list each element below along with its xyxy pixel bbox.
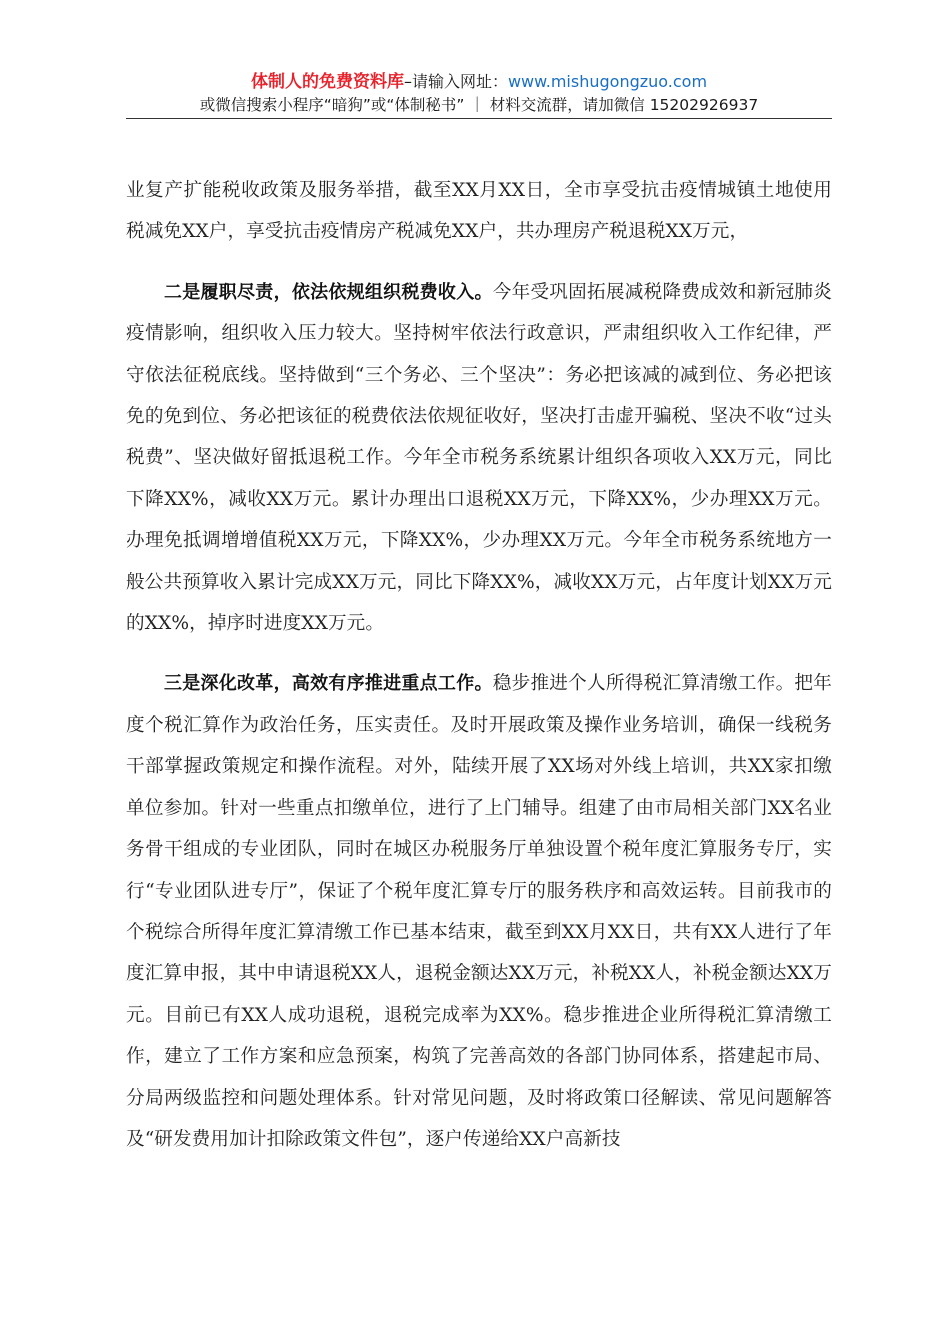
document-body bbox=[126, 170, 832, 1179]
paragraph-text: 今年受巩固拓展减税降费成效和新冠肺炎疫情影响，组织收入压力较大。坚持树牢依法行政意识，严肃组织收入工作纪律，严守依法征税底线。坚持做到“三个务必、三个坚决”：务必把该减的减到位、务必把该免的免到位、务必把该征的税费依法依规征收好，坚决打击虚开骗税、坚决不收“过头税费”、坚决做好留抵退税工作。今年全市税务系统累计组织各项收入XX万元，同比下降XX%，减收XX万元。累计办理出口退税XX万元，下降XX%，少办理XX万元。办理免抵调增增值税XX万元，下降XX%，少办理XX万元。今年全市税务系统地方一般公共预算收入累计完成XX万元，同比下降XX%，减收XX万元，占年度计划XX万元的XX%，掉序时进度XX万元。 bbox=[126, 281, 832, 635]
header-contact-line: 或微信搜索小程序“暗狗”或“体制秘书” ｜ 材料交流群，请加微信 15202926937 bbox=[199, 96, 759, 114]
header-prompt: –请输入网址： bbox=[403, 72, 508, 91]
paragraph-heading: 三是深化改革，高效有序推进重点工作。 bbox=[164, 673, 493, 695]
paragraph-heading: 二是履职尽责，依法依规组织税费收入。 bbox=[164, 281, 493, 303]
header-brand: 体制人的免费资料库 bbox=[250, 72, 404, 92]
header-url-link[interactable]: www.mishugongzuo.com bbox=[507, 72, 708, 91]
paragraph-reform-work bbox=[126, 663, 832, 1160]
header-promo-line bbox=[126, 70, 832, 94]
paragraph-continuation bbox=[126, 170, 832, 253]
paragraph-text: 业复产扩能税收政策及服务举措，截至XX月XX日，全市享受抗击疫情城镇土地使用税减免XX户，享受抗击疫情房产税减免XX户，共办理房产税退税XX万元， bbox=[126, 180, 832, 243]
paragraph-text: 稳步推进个人所得税汇算清缴工作。把年度个税汇算作为政治任务，压实责任。及时开展政策及操作业务培训，确保一线税务干部掌握政策规定和操作流程。对外，陆续开展了XX场对外线上培训，共XX家扣缴单位参加。针对一些重点扣缴单位，进行了上门辅导。组建了由市局相关部门XX名业务骨干组成的专业团队，同时在城区办税服务厅单独设置个税年度汇算服务专厅，实行“专业团队进专厅”，保证了个税年度汇算专厅的服务秩序和高效运转。目前我市的个税综合所得年度汇算清缴工作已基本结束，截至到XX月XX日，共有XX人进行了年度汇算申报，其中申请退税XX人，退税金额达XX万元，补税XX人，补税金额达XX万元。目前已有XX人成功退税，退税完成率为XX%。稳步推进企业所得税汇算清缴工作，建立了工作方案和应急预案，构筑了完善高效的各部门协同体系，搭建起市局、分局两级监控和问题处理体系。针对常见问题，及时将政策口径解读、常见问题解答及“研发费用加计扣除政策文件包”，逐户传递给XX户高新技 bbox=[126, 673, 832, 1150]
page-header bbox=[126, 70, 832, 119]
paragraph-revenue-collection bbox=[126, 272, 832, 645]
